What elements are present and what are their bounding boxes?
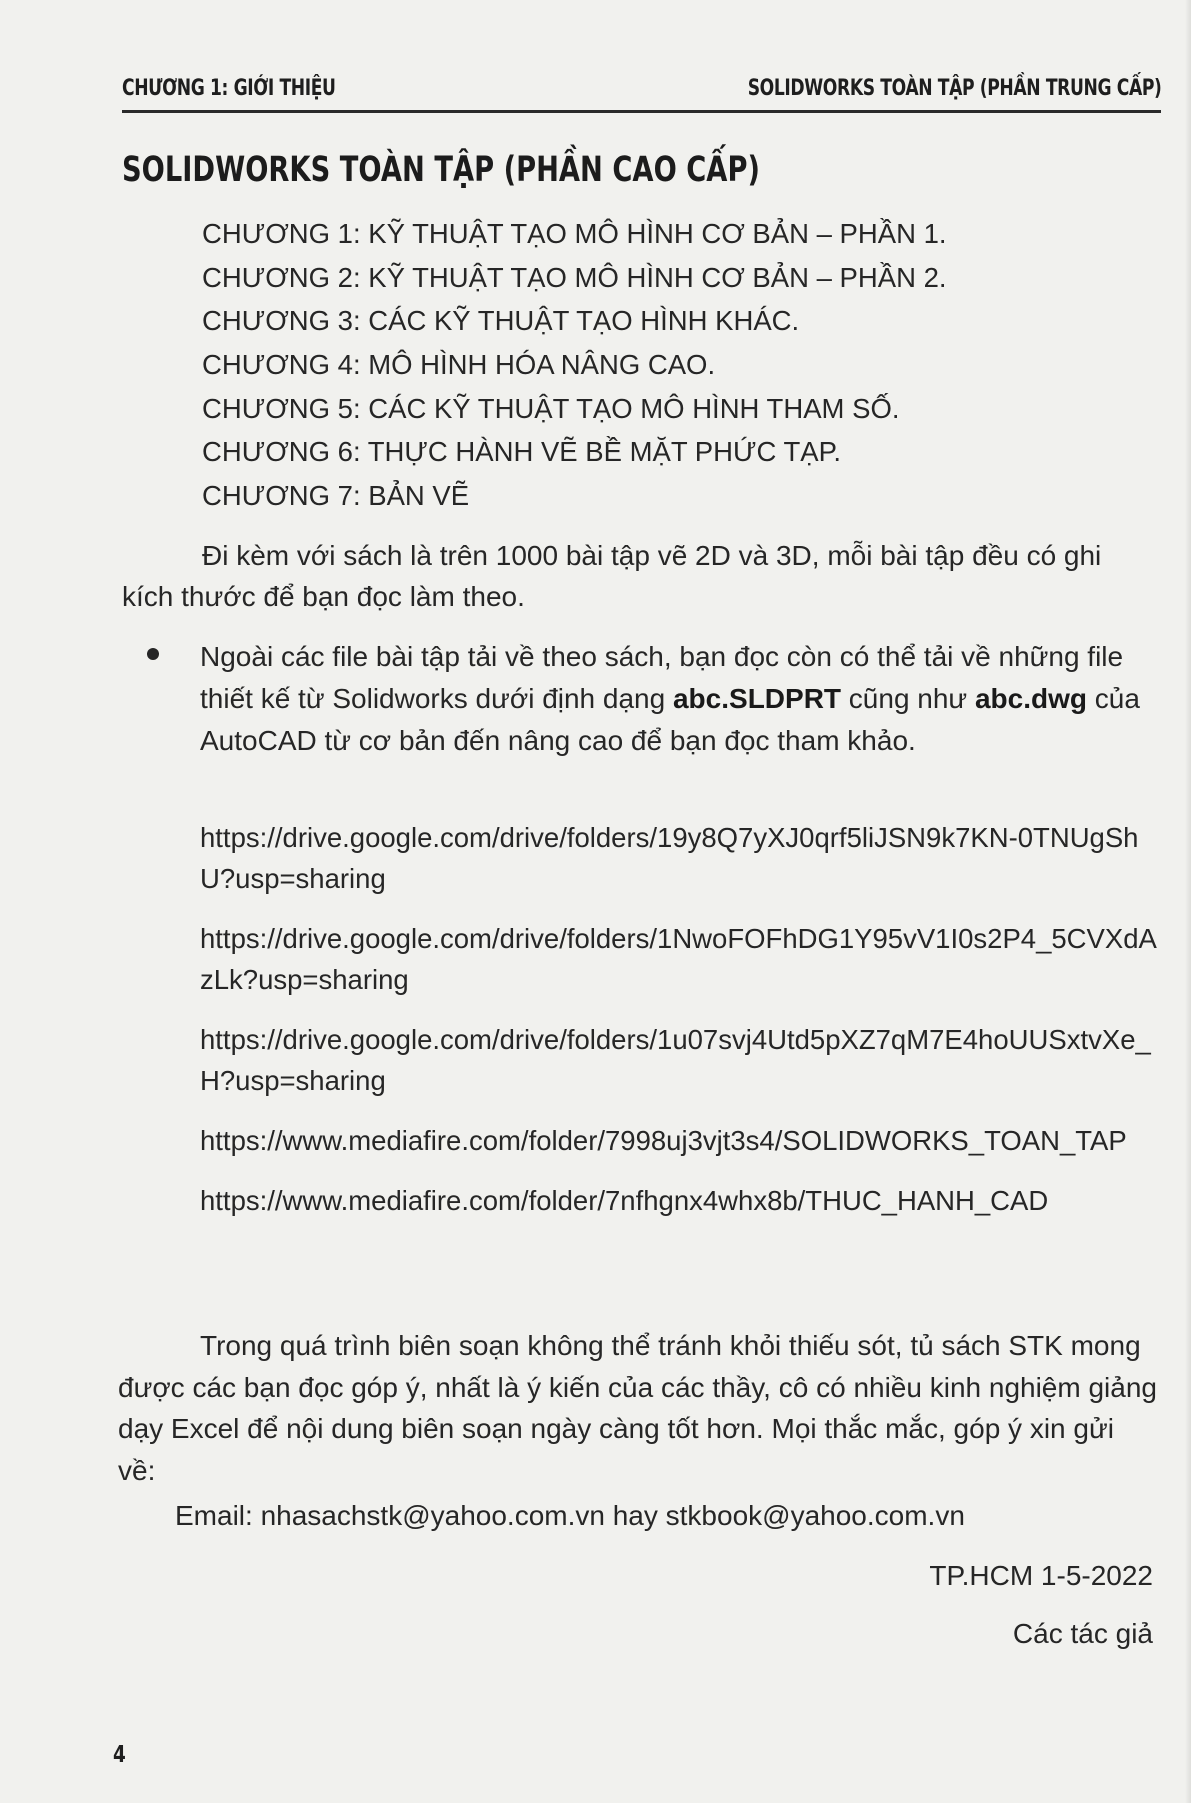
running-header (122, 72, 1161, 113)
bullet-text-part: Ngoài các file bài tập tải về theo sách, bạn đọc còn có thể tải về những file thiết kế từ Solidworks dưới định dạng (200, 641, 1124, 714)
download-link: https://www.mediafire.com/folder/7998uj3vjt3s4/SOLIDWORKS_TOAN_TAP (200, 1125, 1127, 1156)
bullet-icon (147, 648, 159, 660)
bullet-paragraph (200, 636, 1160, 762)
chapter-item: CHƯƠNG 6: THỰC HÀNH VẼ BỀ MẶT PHỨC TẠP. (202, 436, 842, 468)
chapter-item: CHƯƠNG 7: BẢN VẼ (202, 480, 470, 512)
chapter-list (202, 212, 947, 518)
chapter-item: CHƯƠNG 4: MÔ HÌNH HÓA NÂNG CAO. (202, 349, 716, 381)
header-book-title: SOLIDWORKS TOÀN TẬP (PHẦN TRUNG CẤP) (747, 76, 1161, 101)
chapter-item: CHƯƠNG 2: KỸ THUẬT TẠO MÔ HÌNH CƠ BẢN – PHẦN 2. (202, 261, 947, 293)
file-format-sldprt: abc.SLDPRT (672, 683, 842, 714)
file-format-dwg: abc.dwg (974, 683, 1087, 714)
download-links (200, 817, 1160, 1240)
download-link: https://drive.google.com/drive/folders/1NwoFOFhDG1Y95vV1I0s2P4_5CVXdAzLk?usp=sharing (200, 923, 1157, 995)
page-edge-shadow (1185, 0, 1191, 1803)
page-number: 4 (113, 1742, 126, 1768)
download-link: https://www.mediafire.com/folder/7nfhgnx4whx8b/THUC_HANH_CAD (200, 1185, 1049, 1216)
authors-signature: Các tác giả (1012, 1618, 1153, 1649)
contact-email: Email: nhasachstk@yahoo.com.vn hay stkbook@yahoo.com.vn (175, 1500, 965, 1531)
chapter-item: CHƯƠNG 5: CÁC KỸ THUẬT TẠO MÔ HÌNH THAM SỐ. (202, 392, 900, 424)
download-link: https://drive.google.com/drive/folders/1u07svj4Utd5pXZ7qM7E4hoUUSxtvXe_H?usp=sharing (200, 1024, 1151, 1096)
bullet-text-part: của AutoCAD từ cơ bản đến nâng cao để bạn đọc tham khảo. (200, 683, 1140, 756)
download-link: https://drive.google.com/drive/folders/19y8Q7yXJ0qrf5liJSN9k7KN-0TNUgShU?usp=sharing (200, 822, 1139, 894)
date-place: TP.HCM 1-5-2022 (929, 1560, 1153, 1591)
section-title: SOLIDWORKS TOÀN TẬP (PHẦN CAO CẤP) (122, 150, 760, 190)
chapter-item: CHƯƠNG 3: CÁC KỸ THUẬT TẠO HÌNH KHÁC. (202, 305, 800, 337)
bullet-text-part: cũng như (841, 683, 975, 714)
closing-paragraph: Trong quá trình biên soạn không thể tránh khỏi thiếu sót, tủ sách STK mong được các bạn đọc góp ý, nhất là ý kiến của các thầy, cô có nhiều kinh nghiệm giảng dạy Excel để nội dung biên soạn ngày càng tốt hơn. Mọi thắc mắc, góp ý xin gửi về: (118, 1330, 1157, 1486)
chapter-item: CHƯƠNG 1: KỸ THUẬT TẠO MÔ HÌNH CƠ BẢN – PHẦN 1. (202, 218, 947, 249)
header-chapter-title: CHƯƠNG 1: GIỚI THIỆU (122, 76, 336, 101)
accompany-paragraph: Đi kèm với sách là trên 1000 bài tập vẽ 2D và 3D, mỗi bài tập đều có ghi kích thước để bạn đọc làm theo. (122, 540, 1102, 612)
